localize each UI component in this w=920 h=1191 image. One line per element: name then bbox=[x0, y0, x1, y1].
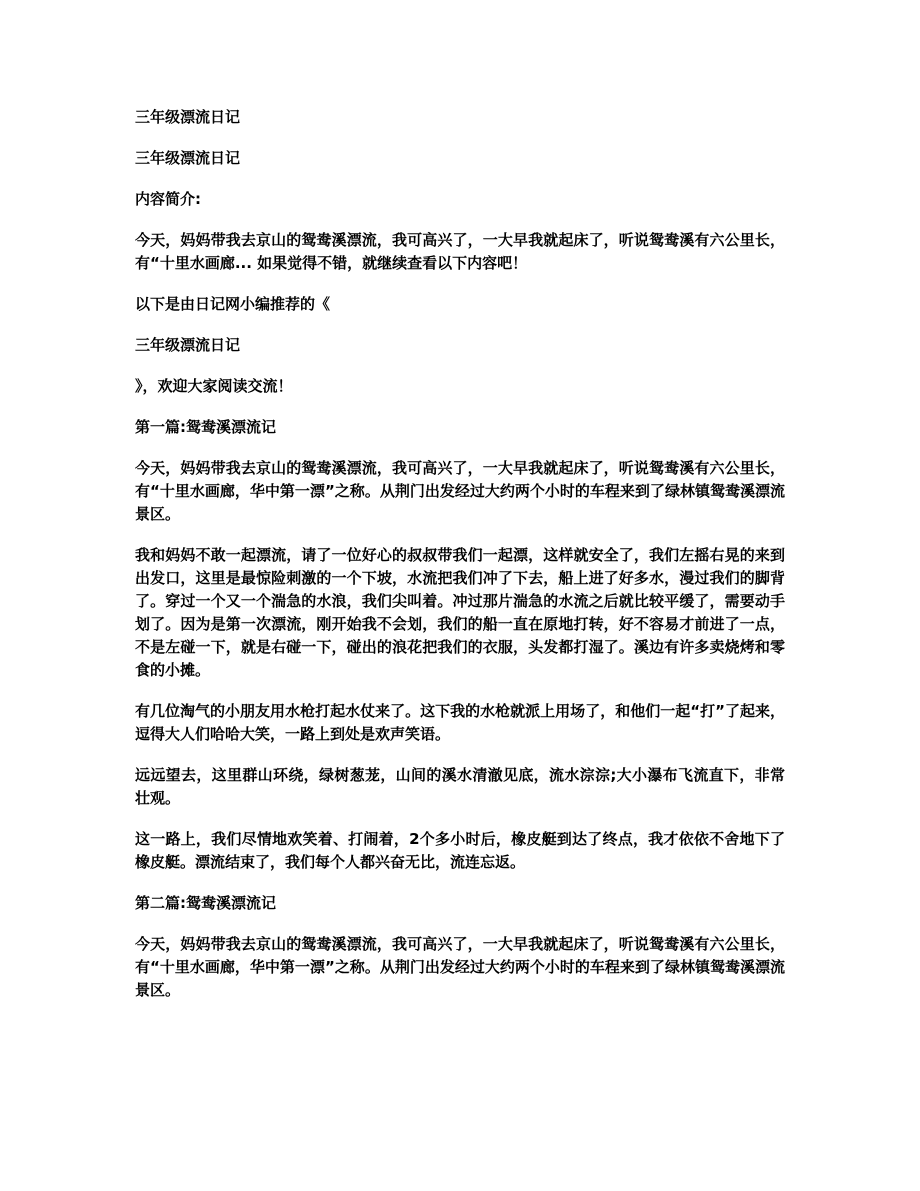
body-paragraph: 今天，妈妈带我去京山的鸳鸯溪漂流，我可高兴了，一大早我就起床了，听说鸳鸯溪有六公里长，有“十里水画廊，华中第一漂”之称。从荆门出发经过大约两个小时的车程来到了绿林镇鸳鸯溪漂流景区。 bbox=[135, 459, 785, 523]
body-paragraph: 有几位淘气的小朋友用水枪打起水仗来了。这下我的水枪就派上用场了，和他们一起“打”了起来，逗得大人们哈哈大笑，一路上到处是欢声笑语。 bbox=[135, 702, 785, 743]
body-paragraph: 今天，妈妈带我去京山的鸳鸯溪漂流，我可高兴了，一大早我就起床了，听说鸳鸯溪有六公里长，有“十里水画廊，华中第一漂”之称。从荆门出发经过大约两个小时的车程来到了绿林镇鸳鸯溪漂流景区。 bbox=[135, 935, 785, 999]
doc-title: 三年级漂流日记 bbox=[135, 108, 241, 126]
body-paragraph: 远远望去，这里群山环绕，绿树葱茏，山间的溪水清澈见底，流水淙淙;大小瀑布飞流直下，非常壮观。 bbox=[135, 766, 785, 807]
doc-subtitle: 三年级漂流日记 bbox=[135, 149, 241, 167]
body-paragraph: 这一路上，我们尽情地欢笑着、打闹着，2个多小时后，橡皮艇到达了终点，我才依依不舍地下了橡皮艇。漂流结束了，我们每个人都兴奋无比，流连忘返。 bbox=[135, 830, 785, 871]
section-heading-1: 第一篇:鸳鸯溪漂流记 bbox=[135, 418, 276, 436]
body-paragraph: 我和妈妈不敢一起漂流，请了一位好心的叔叔带我们一起漂，这样就安全了，我们左摇右晃的来到出发口，这里是最惊险刺激的一个下坡，水流把我们冲了下去，船上进了好多水，漫过我们的脚背了。穿过一个又一个湍急的水浪，我们尖叫着。冲过那片湍急的水流之后就比较平缓了，需要动手划了。因为是第一次漂流，刚开始我不会划，我们的船一直在原地打转，好不容易才前进了一点，不是左碰一下，就是右碰一下，碰出的浪花把我们的衣服，头发都打湿了。溪边有许多卖烧烤和零食的小摊。 bbox=[135, 546, 785, 679]
summary-paragraph: 今天，妈妈带我去京山的鸳鸯溪漂流，我可高兴了，一大早我就起床了，听说鸳鸯溪有六公里长，有“十里水画廊... 如果觉得不错，就继续查看以下内容吧！ bbox=[135, 231, 785, 272]
section-heading-2: 第二篇:鸳鸯溪漂流记 bbox=[135, 894, 276, 912]
recommend-title: 三年级漂流日记 bbox=[135, 336, 241, 354]
welcome-line: 》，欢迎大家阅读交流！ bbox=[135, 377, 293, 395]
recommend-line: 以下是由日记网小编推荐的《 bbox=[135, 295, 331, 313]
summary-heading: 内容简介: bbox=[135, 190, 201, 208]
